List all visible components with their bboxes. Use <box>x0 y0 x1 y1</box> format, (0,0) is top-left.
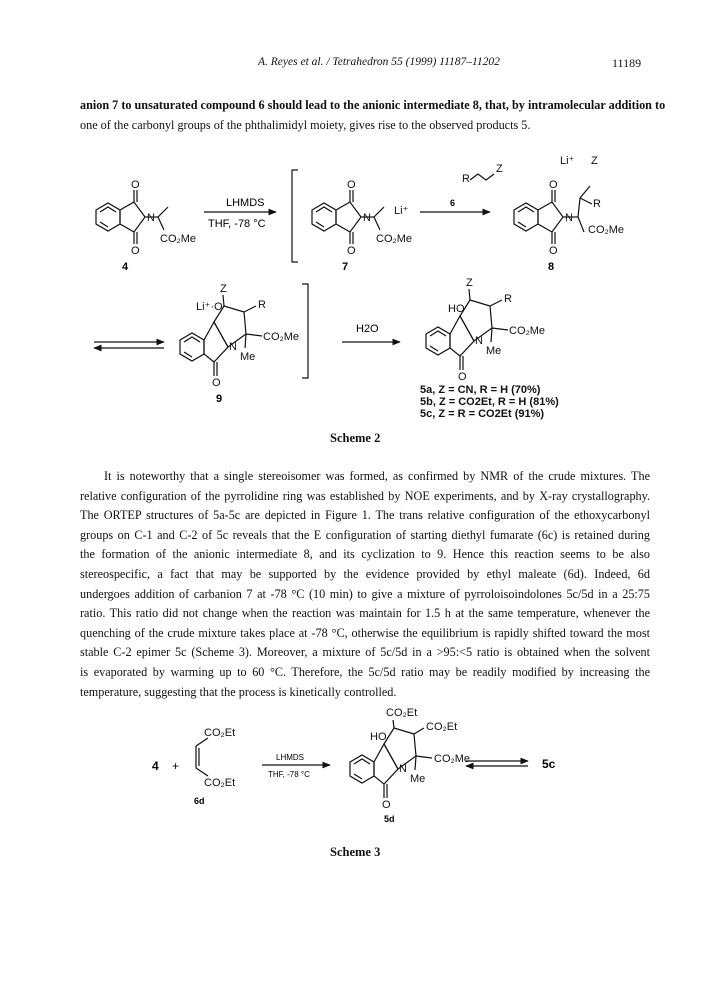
svg-text:O: O <box>347 179 356 191</box>
svg-text:O: O <box>347 245 356 257</box>
structure-4 <box>96 190 168 244</box>
reagent-conditions: THF, -78 °C <box>208 218 266 230</box>
product-5c: 5c, Z = R = CO2Et (91%) <box>420 408 545 420</box>
scheme-3-caption: Scheme 3 <box>330 845 381 859</box>
svg-text:N: N <box>147 212 155 224</box>
svg-text:Li⁺: Li⁺ <box>560 155 575 167</box>
label-5d: 5d <box>384 814 395 824</box>
body-line-2: relative configuration of the pyrrolidine ring was established by NOE experiments, and by X-ray crystallography. <box>80 488 650 503</box>
svg-text:O: O <box>131 245 140 257</box>
svg-text:HO: HO <box>448 303 465 315</box>
svg-text:N: N <box>399 763 407 775</box>
svg-text:CO₂Me: CO₂Me <box>376 233 413 245</box>
scheme3-plus: + <box>172 759 180 773</box>
scheme3-product: 5c <box>542 757 556 771</box>
structure-5d <box>350 720 432 798</box>
scheme-2-caption: Scheme 2 <box>330 431 381 445</box>
scheme3-reagent: LHMDS <box>276 753 305 762</box>
body-line-11: is evaporated by warming up to 60 °C. Therefore, the 5c/5d ratio may be readily modified by increasing the <box>80 664 650 679</box>
svg-text:O: O <box>212 377 221 389</box>
label-6d: 6d <box>194 796 205 806</box>
svg-text:O: O <box>382 799 391 811</box>
body-line-10: stable C-2 epimer 5c (Scheme 3). Moreover, a mixture of 5c/5d in a >95:<5 ratio is obtained when the solvent <box>80 645 650 660</box>
body-line-8: ratio. This ratio did not change when the reaction was maintain for 1.5 h at the same temperature, whenever the <box>80 606 650 621</box>
label-4: 4 <box>122 261 129 273</box>
svg-text:R: R <box>504 293 512 305</box>
scheme-2-figure <box>0 150 720 430</box>
svg-text:R: R <box>593 198 601 210</box>
svg-text:HO: HO <box>370 731 387 743</box>
svg-text:CO₂Me: CO₂Me <box>160 233 197 245</box>
svg-text:Me: Me <box>486 345 502 357</box>
svg-text:Z: Z <box>591 155 598 167</box>
svg-text:O: O <box>131 179 140 191</box>
intro-line-1: anion 7 to unsaturated compound 6 should lead to the anionic intermediate 8, that, by intramolecular addition to <box>80 98 666 112</box>
running-title: A. Reyes et al. / Tetrahedron 55 (1999) 11187–11202 <box>258 56 500 68</box>
svg-text:O: O <box>458 371 467 383</box>
body-line-3: The ORTEP structures of 5a-5c are depicted in Figure 1. The trans relative configuration of the ethoxycarbonyl <box>80 508 650 523</box>
intro-paragraph <box>80 96 666 135</box>
scheme3-reactant: 4 <box>152 759 159 773</box>
svg-text:CO₂Me: CO₂Me <box>263 331 300 343</box>
svg-text:CO₂Me: CO₂Me <box>434 753 471 765</box>
svg-text:R: R <box>462 173 470 185</box>
product-5b: 5b, Z = CO2Et, R = H (81%) <box>420 396 559 408</box>
svg-text:Z: Z <box>496 163 503 175</box>
body-paragraph <box>80 467 650 702</box>
svg-text:Z: Z <box>220 283 227 295</box>
svg-text:CO₂Et: CO₂Et <box>204 727 236 739</box>
reagent-6-label: 6 <box>450 198 456 208</box>
product-list <box>420 384 559 420</box>
reagent-lhmds: LHMDS <box>226 197 265 209</box>
page-number: 11189 <box>612 56 642 70</box>
svg-text:Li⁺: Li⁺ <box>394 205 409 217</box>
svg-text:Me: Me <box>240 351 256 363</box>
structure-8 <box>514 186 592 244</box>
label-9: 9 <box>216 393 223 405</box>
reagent-h2o: H2O <box>356 323 379 335</box>
svg-text:Li⁺·O: Li⁺·O <box>196 301 223 313</box>
svg-text:O: O <box>549 179 558 191</box>
label-8: 8 <box>548 261 555 273</box>
structure-7 <box>312 190 384 244</box>
body-line-12: temperature, suggesting that the process is kinetically controlled. <box>80 684 397 699</box>
svg-text:N: N <box>229 341 237 353</box>
body-line-6: stereospecific, a fact that may be supported by the evidence provided by ethyl maleate (6d). Indeed, 6d <box>80 566 650 581</box>
svg-text:CO₂Et: CO₂Et <box>426 721 458 733</box>
svg-text:R: R <box>258 299 266 311</box>
svg-text:N: N <box>363 212 371 224</box>
scheme-3-figure <box>0 706 720 841</box>
structure-5 <box>426 289 508 370</box>
body-line-7: undergoes addition of carbanion 7 at -78 °C (10 min) to give a mixture of pyrroloisoindolones 5c/5d in a 25:75 <box>80 586 650 601</box>
svg-text:CO₂Et: CO₂Et <box>386 707 418 719</box>
body-line-5: the formation of the anionic intermediate 8, and its cyclization to 9. Hence this reaction seems to be also <box>80 547 650 562</box>
label-7: 7 <box>342 261 349 273</box>
svg-text:CO₂Me: CO₂Me <box>588 224 625 236</box>
body-line-1: It is noteworthy that a single stereoisomer was formed, as confirmed by NMR of the crude mixtures. The <box>104 469 650 483</box>
intro-line-2: one of the carbonyl groups of the phthalimidyl moiety, gives rise to the observed products 5. <box>80 117 531 132</box>
running-header <box>0 56 720 76</box>
svg-text:O: O <box>549 245 558 257</box>
svg-text:N: N <box>475 335 483 347</box>
body-line-4: groups on C-1 and C-2 of 5c reveals that the E configuration of starting diethyl fumarate (6c) is retained during <box>80 527 650 542</box>
svg-text:CO₂Et: CO₂Et <box>204 777 236 789</box>
body-line-9: quenching of the crude mixture takes place at -78 °C, otherwise the equilibrium is rapidly shifted toward the most <box>80 625 650 640</box>
svg-text:CO₂Me: CO₂Me <box>509 325 546 337</box>
svg-text:Me: Me <box>410 773 426 785</box>
scheme3-conditions: THF, -78 °C <box>268 770 310 779</box>
svg-text:Z: Z <box>466 277 473 289</box>
product-5a: 5a, Z = CN, R = H (70%) <box>420 384 541 396</box>
svg-text:N: N <box>565 212 573 224</box>
